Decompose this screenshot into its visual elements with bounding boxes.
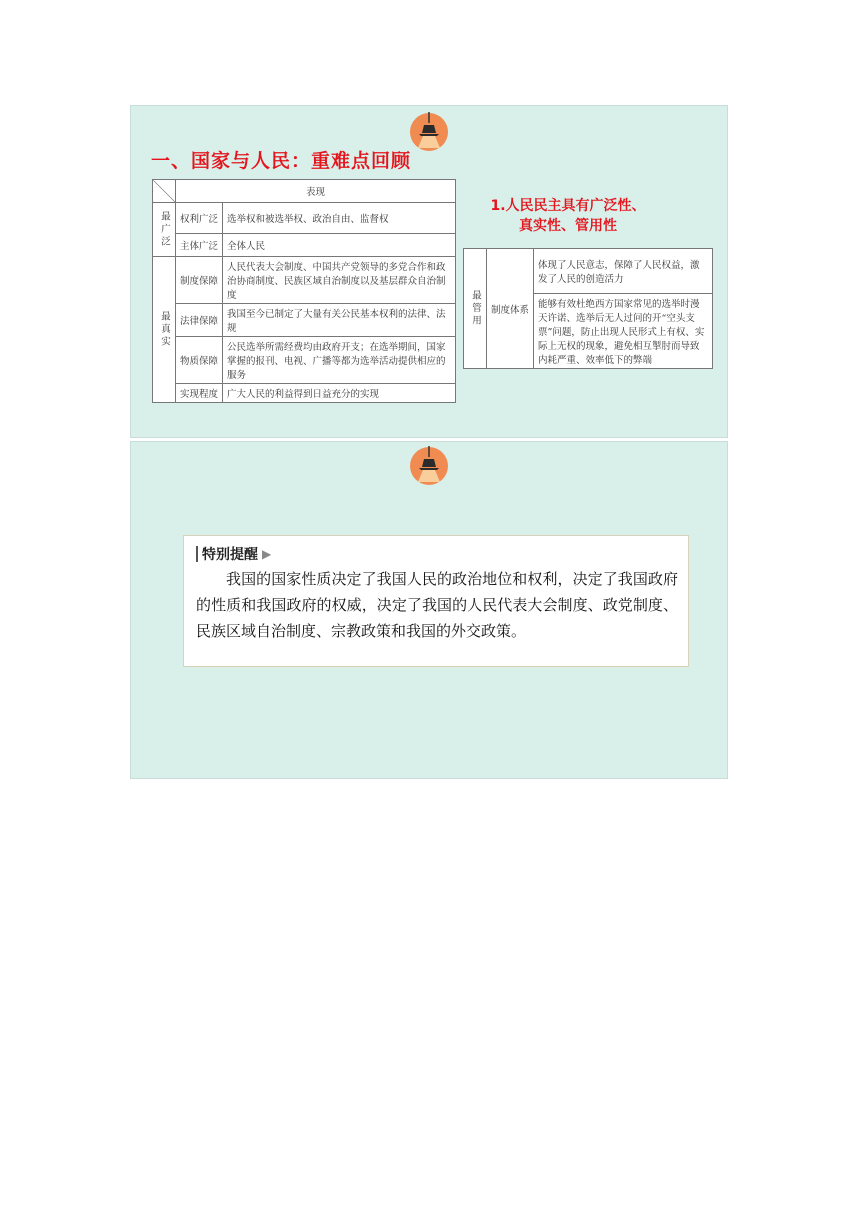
lamp-icon <box>409 446 449 486</box>
note-bar <box>196 546 198 562</box>
table-header: 表现 <box>176 180 456 203</box>
row-text: 能够有效杜绝西方国家常见的选举时漫天许诺、选举后无人过问的开“空头支票”问题，防止出现人民形式上有权、实际上无权的现象，避免相互掣肘而导致内耗严重、效率低下的弊端 <box>534 294 713 369</box>
slide-1 <box>130 105 728 438</box>
row-text: 选举权和被选举权、政治自由、监督权 <box>223 203 456 234</box>
row-text: 我国至今已制定了大量有关公民基本权利的法律、法规 <box>223 304 456 337</box>
row-text: 全体人民 <box>223 234 456 257</box>
row-text: 人民代表大会制度、中国共产党领导的多党合作和政治协商制度、民族区域自治制度以及基层群众自治制度 <box>223 257 456 304</box>
group-label-useful: 最管用 <box>464 249 487 369</box>
row-label: 法律保障 <box>176 304 223 337</box>
subtitle-line-1: 1.人民民主具有广泛性、 <box>490 198 646 214</box>
diagonal-header-cell <box>153 180 176 203</box>
subtitle <box>463 196 673 236</box>
group-label-real: 最真实 <box>153 257 176 403</box>
section-title: 一、国家与人民：重难点回顾 <box>151 150 412 172</box>
group-label-broad: 最广泛 <box>153 203 176 257</box>
note-text: 我国的国家性质决定了我国人民的政治地位和权利，决定了我国政府的性质和我国政府的权威，决定了我国的人民代表大会制度、政党制度、民族区域自治制度、宗教政策和我国的外交政策。 <box>196 570 678 640</box>
row-label-system: 制度体系 <box>487 249 534 369</box>
table-useful <box>463 248 713 369</box>
triangle-right-icon: ▶ <box>262 547 272 561</box>
table-broad-real <box>152 179 456 403</box>
row-label: 主体广泛 <box>176 234 223 257</box>
row-text: 公民选举所需经费均由政府开支；在选举期间，国家掌握的报刊、电视、广播等都为选举活动提供相应的服务 <box>223 337 456 384</box>
row-label: 物质保障 <box>176 337 223 384</box>
note-header <box>196 544 678 564</box>
row-text: 体现了人民意志，保障了人民权益，激发了人民的创造活力 <box>534 249 713 294</box>
row-label: 制度保障 <box>176 257 223 304</box>
slide-2 <box>130 441 728 779</box>
lamp-icon <box>409 112 449 152</box>
subtitle-line-2: 真实性、管用性 <box>519 218 617 234</box>
row-label: 实现程度 <box>176 384 223 403</box>
row-text: 广大人民的利益得到日益充分的实现 <box>223 384 456 403</box>
special-reminder-box <box>183 535 689 667</box>
row-label: 权利广泛 <box>176 203 223 234</box>
note-title: 特别提醒 <box>202 547 258 563</box>
